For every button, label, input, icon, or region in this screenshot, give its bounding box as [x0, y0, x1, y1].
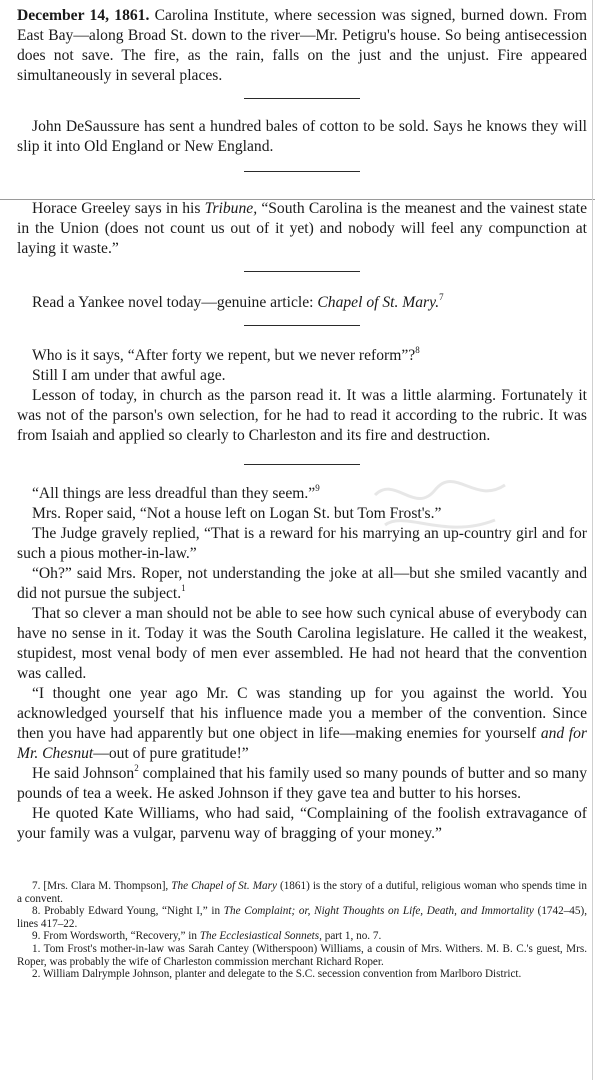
- page-edge: [592, 0, 593, 1080]
- footnote-2: 2. William Dalrymple Johnson, planter and delegate to the S.C. secession convention from Marlboro District.: [32, 968, 522, 981]
- entry-text: “Oh?” said Mrs. Roper, not understanding the joke at all—but she smiled vacantly and did not pursue the subject.: [17, 565, 587, 602]
- entry-forty: [17, 346, 587, 446]
- entry-line: Mrs. Roper said, “Not a house left on Logan St. but Tom Frost's.”: [32, 505, 442, 522]
- entry-text: “I thought one year ago Mr. C was standing up for you against the world. You acknowledged yourself that his influence made you a member of the convention. Since then you have had apparently but one object in life—making enemies for yourself: [17, 685, 587, 742]
- entry-text: “South Carolina is the meanest and the vainest state in the Union (does not count us out of it yet) and nobody will feel any compunction at laying it waste.”: [17, 200, 587, 257]
- entry-line: Still I am under that awful age.: [32, 367, 226, 384]
- entry-date: December 14, 1861.: [17, 7, 150, 24]
- entry-text: Read a Yankee novel today—genuine article:: [32, 294, 318, 311]
- entry-text: “All things are less dreadful than they seem.”: [32, 485, 316, 502]
- entry-line: Lesson of today, in church as the parson read it. It was a little alarming. Fortunately it was not of the parson's own selection, for he had to read it according to the rubric. It was from Isaiah and applied so clearly to Charleston and its fire and destruction.: [17, 387, 587, 444]
- section-rule: [244, 325, 360, 326]
- entry-italic: and for Mr. Chesnut: [17, 725, 587, 762]
- diary-page: [17, 6, 587, 981]
- entry-line: [17, 764, 587, 804]
- entry-line: [17, 684, 587, 764]
- entry-text: —out of pure gratitude!”: [93, 745, 249, 762]
- footnote-7: 7. [Mrs. Clara M. Thompson], The Chapel of St. Mary (1861) is the story of a dutiful, religious woman who spends time in a convent.: [17, 880, 587, 905]
- section-rule: [244, 271, 360, 272]
- entry-text: Horace Greeley says in his: [32, 200, 205, 217]
- entry-desaussure: John DeSaussure has sent a hundred bales of cotton to be sold. Says he knows they will slip it into Old England or New England.: [17, 118, 587, 155]
- section-rule: [244, 98, 360, 99]
- footnote-ref: 7: [439, 291, 444, 302]
- footnote-ref: 8: [415, 344, 420, 355]
- footnote-8: 8. Probably Edward Young, “Night I,” in The Complaint; or, Night Thoughts on Life, Death, and Immortality (1742–45), lines 417–22.: [17, 905, 588, 930]
- entry-text: Who is it says, “After forty we repent, but we never reform”?: [32, 347, 416, 364]
- entry-line: [17, 484, 587, 504]
- footnote-ref: 2: [134, 762, 139, 773]
- entry-line: That so clever a man should not be able to see how such cynical abuse of everybody can have no sense in it. Today it was the South Carolina legislature. He called it the weakest, stupidest, most venal body of men ever assembled. He had not heard that the convention was called.: [17, 605, 587, 682]
- entry-text: He said Johnson: [32, 765, 135, 782]
- footnote-1: 1. Tom Frost's mother-in-law was Sarah Cantey (Witherspoon) Williams, a cousin of Mrs. Withers. M. B. C.'s guest, Mrs. Roper, was probably the wife of Charleston commission merchant Richard Roper.: [17, 942, 587, 968]
- newspaper-title: Tribune,: [204, 200, 258, 217]
- entry-line: The Judge gravely replied, “That is a reward for his marrying an up-country girl and for such a pious mother-in-law.”: [17, 525, 587, 562]
- entry-text: complained that his family used so many pounds of butter and so many pounds of tea a week. He asked Johnson if they gave tea and butter to his horses.: [17, 765, 587, 802]
- entry-line: [17, 564, 587, 604]
- entry-line: [17, 346, 587, 366]
- entry-text: Carolina Institute, where secession was signed, burned down. From East Bay—along Broad St. down to the river—Mr. Petigru's house. So being antisecession does not save. The fire, as the rain, falls on the just and the unjust. Fire appeared simultaneously in several places.: [17, 7, 588, 84]
- entry-line: He quoted Kate Williams, who had said, “Complaining of the foolish extravagance of your family was a vulgar, parvenu way of bragging of your money.”: [17, 805, 587, 842]
- entry-roper: [17, 484, 587, 844]
- footnote-ref: 1: [181, 582, 186, 593]
- entry-greeley: [17, 199, 587, 259]
- novel-title: Chapel of St. Mary.: [317, 294, 440, 311]
- footnotes: [17, 880, 587, 981]
- section-rule: [244, 464, 360, 465]
- entry-dec14: [17, 6, 587, 86]
- section-rule: [244, 171, 360, 172]
- footnote-ref: 9: [315, 482, 320, 493]
- entry-novel: [17, 293, 587, 313]
- footnote-9: 9. From Wordsworth, “Recovery,” in The Ecclesiastical Sonnets, part 1, no. 7.: [32, 930, 382, 943]
